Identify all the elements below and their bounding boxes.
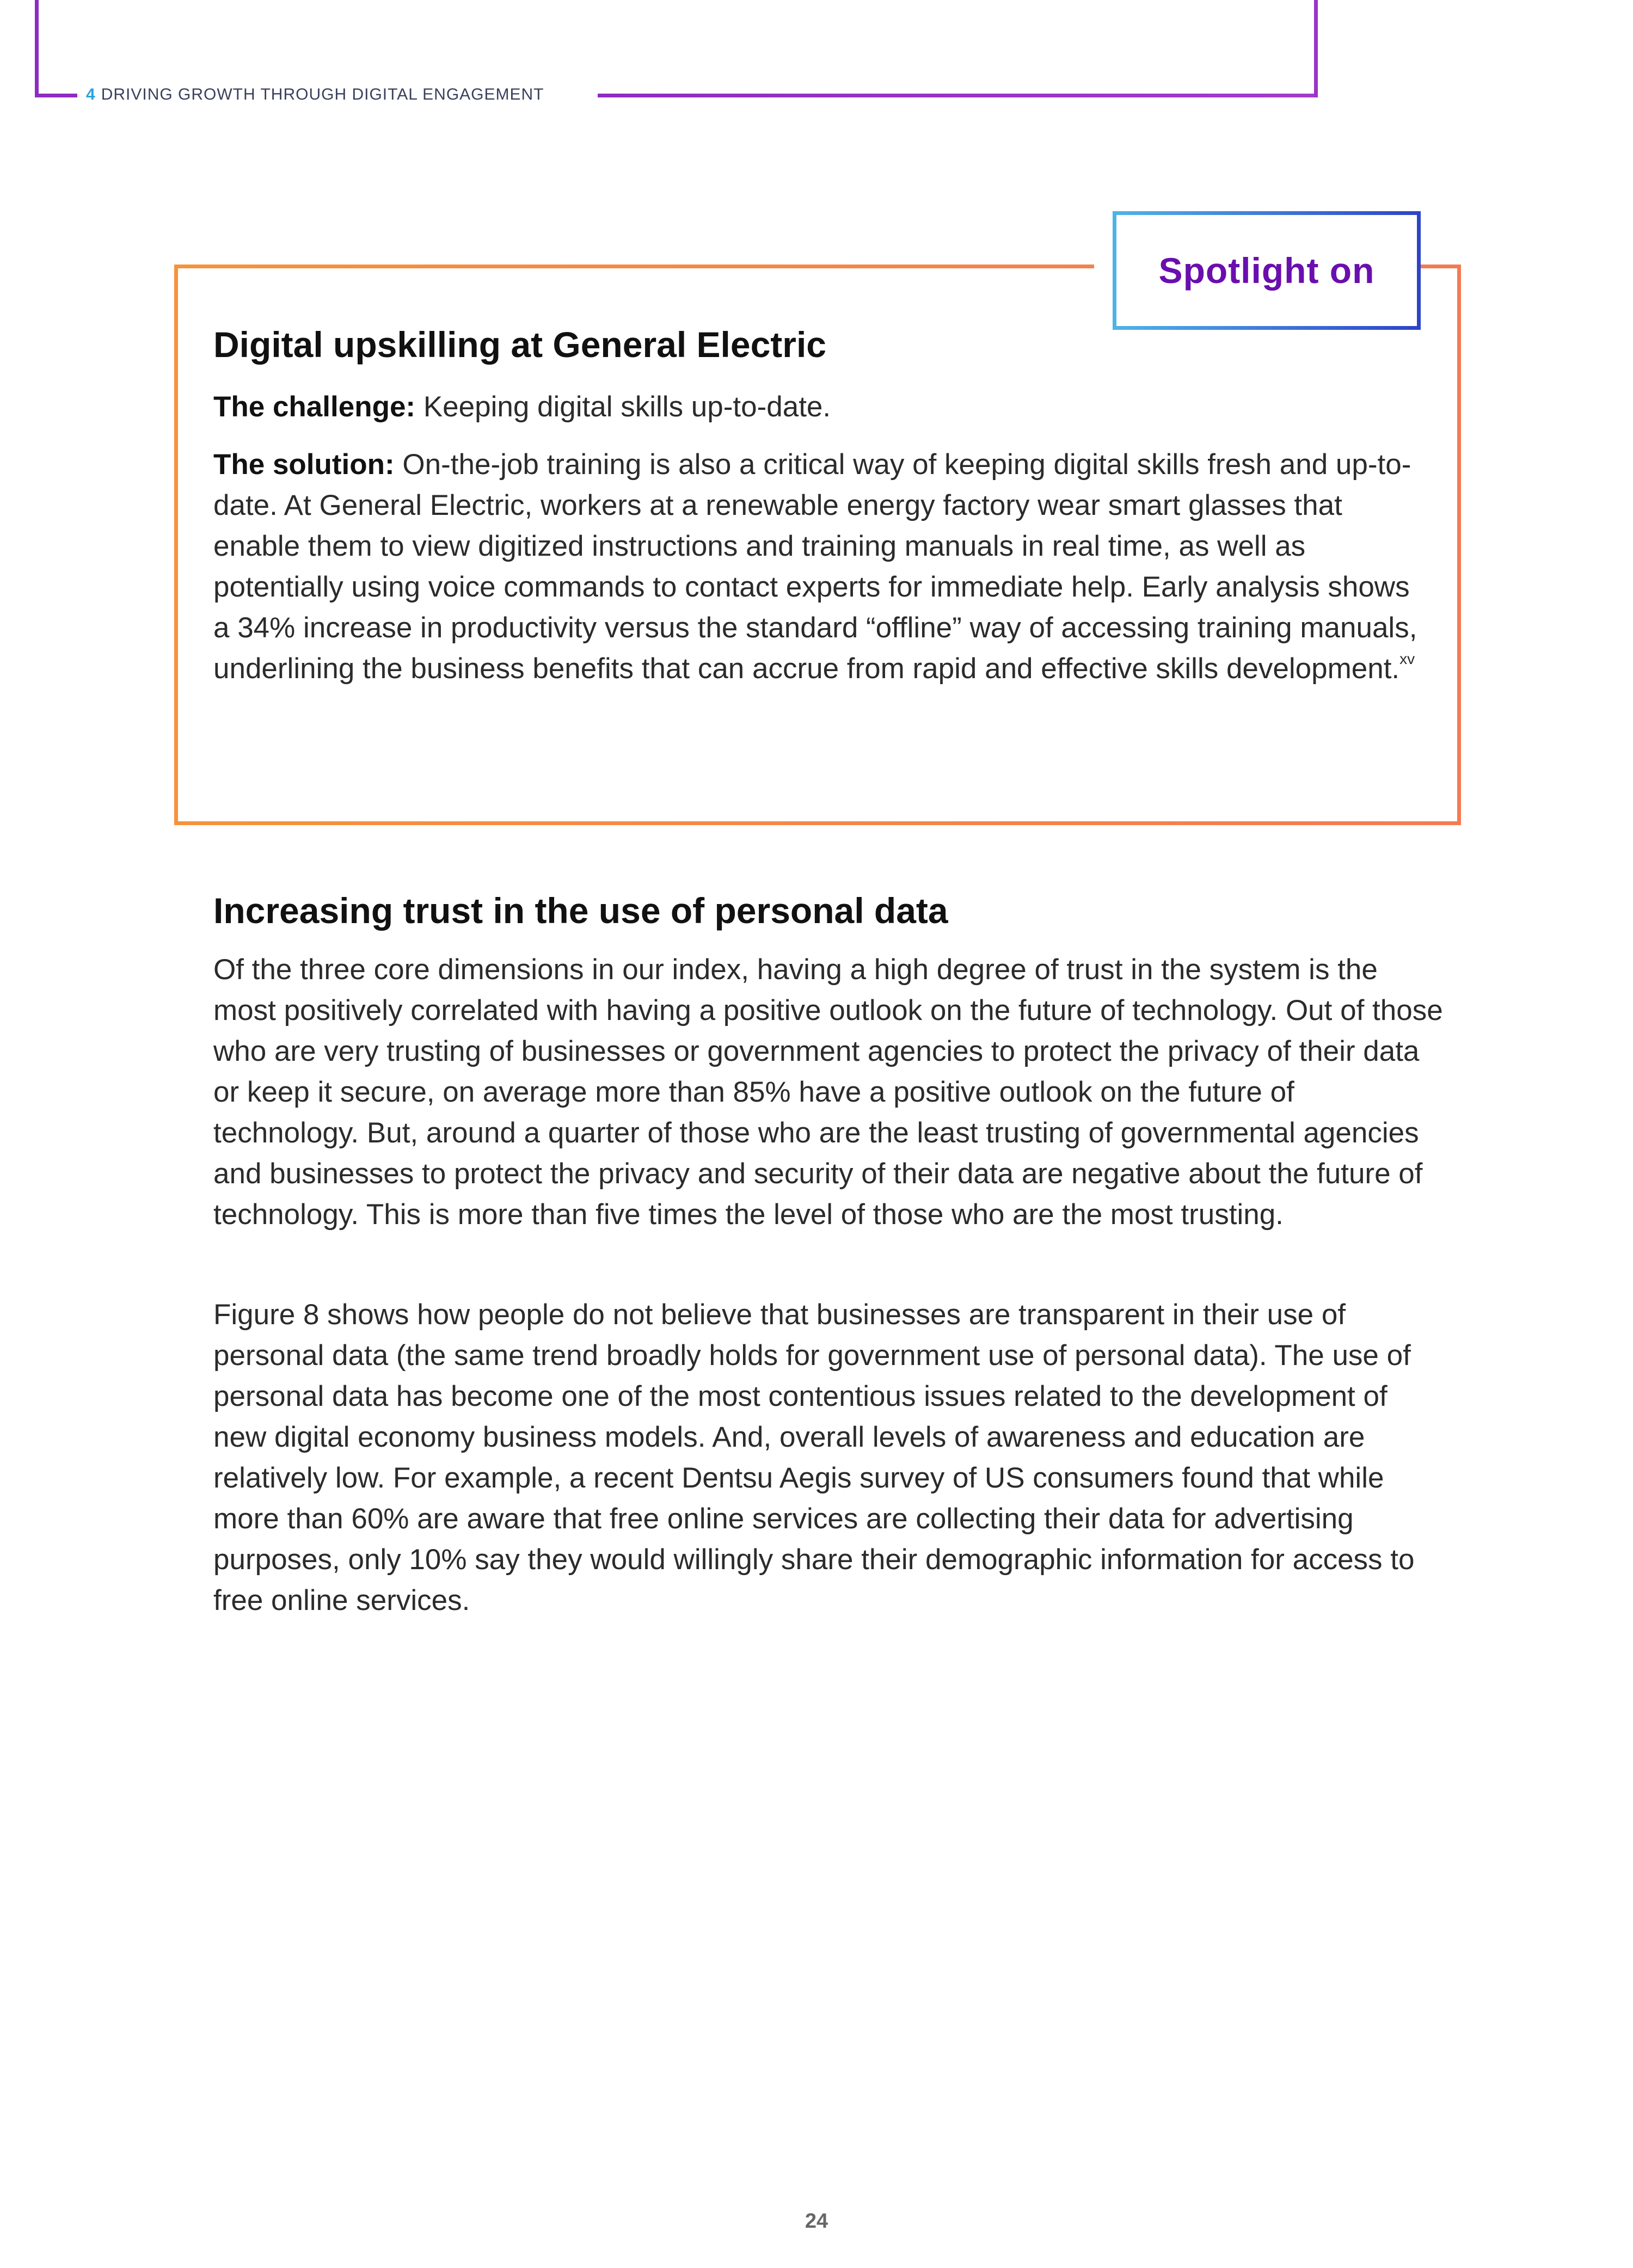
header-frame-left-rule <box>35 0 39 97</box>
chapter-number: 4 <box>86 85 96 103</box>
endnote-reference: xv <box>1399 650 1415 667</box>
solution-text: On-the-job training is also a critical way of keeping digital skills fresh and up-to-date. At General Electric, workers at a renewable energy factory wear smart glasses that enable them to view digitized instructions and training manuals in real time, as well as potentially using voice commands to contact experts for immediate help. Early analysis shows a 34% increase in productivity versus the standard “offline” way of accessing training manuals, underlining the business benefits that can accrue from rapid and effective skills development. <box>213 448 1417 685</box>
spotlight-tag-label: Spotlight on <box>1158 250 1375 291</box>
chapter-title: DRIVING GROWTH THROUGH DIGITAL ENGAGEMENT <box>101 85 544 103</box>
section-title: Increasing trust in the use of personal data <box>213 890 948 931</box>
spotlight-solution <box>213 444 1433 689</box>
spotlight-challenge <box>213 386 1433 427</box>
spotlight-tag <box>1113 211 1421 330</box>
spotlight-title: Digital upskilling at General Electric <box>213 324 826 365</box>
body-paragraph: Figure 8 shows how people do not believe that businesses are transparent in their use of personal data (the same trend broadly holds for government use of personal data). The use of personal data has become one of the most contentious issues related to the development of new digital economy business models. And, overall levels of awareness and education are relatively low. For example, a recent Dentsu Aegis survey of US consumers found that while more than 60% are aware that free online services are collecting their data for advertising purposes, only 10% say they would willingly share their demographic information for access to free online services. <box>213 1299 1415 1617</box>
page-number: 24 <box>805 2210 828 2233</box>
header-frame-right-rule <box>1314 0 1318 97</box>
header-frame-bottom-rule-left <box>35 94 77 97</box>
challenge-text: Keeping digital skills up-to-date. <box>423 391 831 423</box>
body-paragraph: Of the three core dimensions in our index, having a high degree of trust in the system is the most positively correlated with having a positive outlook on the future of technology. Out of those who are very trusting of businesses or government agencies to protect the privacy of their data or keep it secure, on average more than 85% have a positive outlook on the future of technology. But, around a quarter of those who are the least trusting of governmental agencies and businesses to protect the privacy and security of their data are negative about the future of technology. This is more than five times the level of those who are the most trusting. <box>213 954 1443 1231</box>
header-frame-bottom-rule-right <box>598 94 1317 97</box>
running-header <box>86 84 544 106</box>
challenge-label: The challenge: <box>213 391 416 423</box>
solution-label: The solution: <box>213 448 395 481</box>
